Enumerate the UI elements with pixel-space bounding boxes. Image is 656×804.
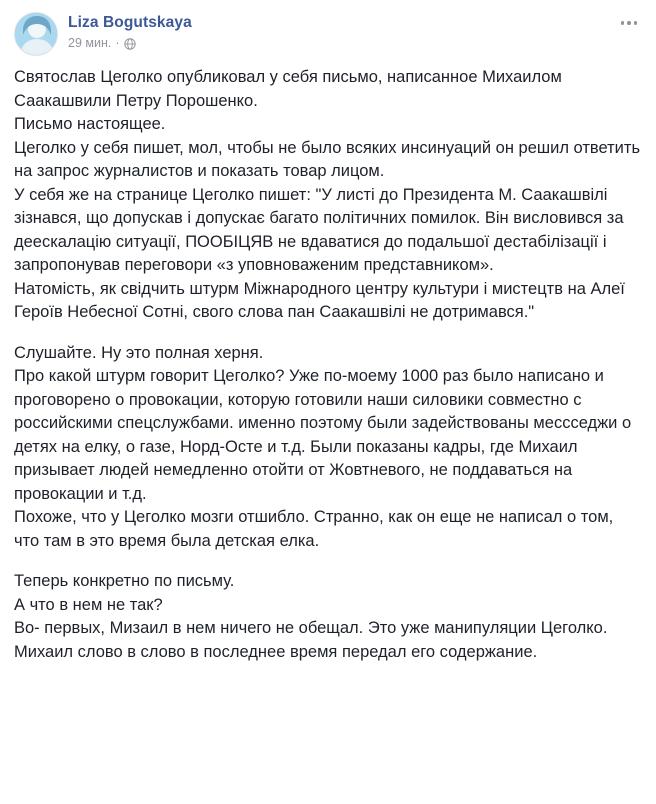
post-paragraph: Цеголко у себя пишет, мол, чтобы не было всяких инсинуаций он решил ответить на запрос журналистов и показать товар лицом. bbox=[14, 138, 641, 180]
post-paragraph: Письмо настоящее. bbox=[14, 115, 166, 133]
post-header-text bbox=[68, 12, 192, 51]
post-meta bbox=[68, 36, 192, 51]
post-paragraph: Про какой штурм говорит Цеголко? Уже по-моему 1000 раз было написано и проговорено о провокации, которую готовили наши силовики совместно с российскими спецслужбами. именно поэтому были задействованы мессседжи о детях на елку, о газе, Норд-Осте и т.д. Были показаны кадры, где Михаил призывает людей немедленно отойти от Жовтневого, не поддаваться на провокации и т.д. bbox=[14, 367, 632, 503]
dot-1 bbox=[621, 21, 625, 25]
post-paragraph: Во- первых, Мизаил в нем ничего не обещал. Это уже манипуляции Цеголко. bbox=[14, 619, 608, 637]
post-timestamp[interactable]: 29 мин. bbox=[68, 36, 112, 50]
post-paragraph: Теперь конкретно по письму. bbox=[14, 572, 235, 590]
post-paragraph: У себя же на странице Цеголко пишет: "У листі до Президента М. Саакашвілі зізнався, що допускав і допускає багато політичних помилок. Він висловився за деескалацію ситуації, ПООБІЦЯВ не вдаватися до подальшої дестабілізації і запропонував переговори «з уповноваженим представником». bbox=[14, 185, 624, 274]
post-paragraph: Слушайте. Ну это полная херня. bbox=[14, 343, 264, 362]
avatar[interactable] bbox=[14, 12, 58, 56]
dot-2 bbox=[627, 21, 631, 25]
more-options-icon[interactable] bbox=[616, 14, 642, 32]
post-paragraph: Похоже, что у Цеголко мозги отшибло. Странно, как он еще не написал о том, что там в это время была детская елка. bbox=[14, 508, 614, 550]
dot-3 bbox=[634, 21, 638, 25]
post-paragraph: Натомість, як свідчить штурм Міжнародного центру культури і мистецтв на Алеї Героїв Небесної Сотні, свого слова пан Саакашвілі не дотримався." bbox=[14, 279, 625, 321]
author-name[interactable]: Liza Bogutskaya bbox=[68, 14, 192, 31]
globe-icon[interactable] bbox=[124, 38, 136, 50]
more-options-dots bbox=[621, 21, 638, 25]
meta-separator: · bbox=[115, 36, 120, 50]
post-paragraph: Михаил слово в слово в последнее время передал его содержание. bbox=[14, 642, 538, 661]
post-paragraph: Святослав Цеголко опубликовал у себя письмо, написанное Михаилом Саакашвили Петру Порошенко. bbox=[14, 68, 562, 110]
post-header bbox=[0, 0, 656, 62]
post-body bbox=[0, 62, 656, 664]
post-paragraph: А что в нем не так? bbox=[14, 595, 163, 614]
